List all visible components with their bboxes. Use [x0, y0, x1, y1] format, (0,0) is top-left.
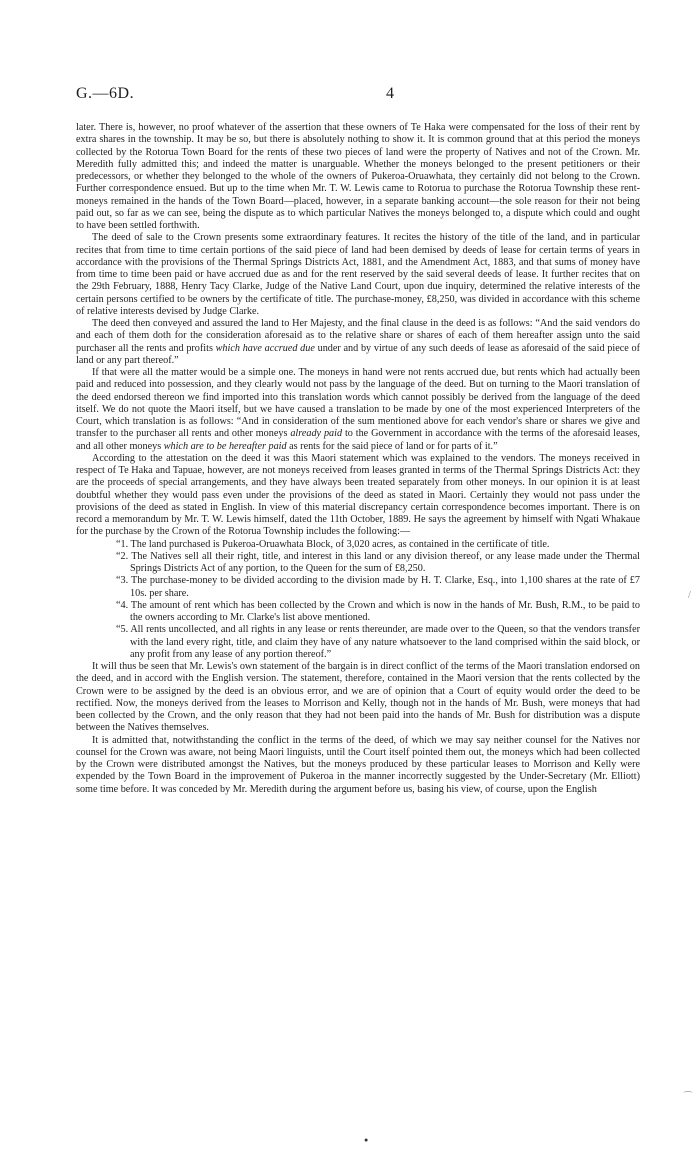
page-number: 4 — [386, 85, 394, 102]
margin-mark-bottom: ⌒ — [683, 1092, 693, 1103]
clause-5: “5. All rents uncollected, and all rights in any lease or rents thereunder, are made over to the Queen, so that the vendors transfer with the land every right, title, and claim they have of any nature whatsoever to the land comprised within the said block, or any profit from any lease of any portion thereof.” — [116, 624, 640, 660]
paragraph-3-text-end: under and by virtue of any such deeds of lease as aforesaid of the said piece of land or any part thereof.” — [76, 342, 640, 366]
document-reference: G.—6D. — [76, 85, 135, 102]
margin-mark: / — [688, 590, 691, 601]
clause-3: “3. The purchase-money to be divided according to the division made by H. T. Clarke, Esq., into 1,100 shares at the rate of £7 10s. per share. — [116, 575, 640, 599]
paragraph-4-emphasis-1: already paid — [290, 428, 343, 440]
clause-1: “1. The land purchased is Pukeroa-Oruawhata Block, of 3,020 acres, as contained in the certificate of title. — [116, 538, 550, 550]
paragraph-4-text: If that were all the matter would be a simple one. The moneys in hand were not rents accrued due, but rents which had actually been paid and reduced into possession, and they clearly would not pass by the language of the deed. But on turning to the Maori translation of the deed endorsed thereon we find imported into this translation words which cannot possibly be derived from the language of the deed itself. We do not quote the Maori itself, but we have caused a translation to be made by one of the most experienced Interpreters of the Court, which translation is as follows: “And in consideration of the sum mentioned above for each vendor's share or shares we give and transfer to the purchaser all rents and other moneys — [76, 367, 640, 440]
paragraph-1: later. There is, however, no proof whatever of the assertion that these owners of Te Haka were compensated for the loss of their rent by extra shares in the township. It may be so, but there is absolutely nothing to show it. It is common ground that at this period the moneys collected by the Rotorua Town Board for the rents of these two pieces of land were the property of Natives and not of the Crown. Mr. Meredith fully admitted this; and indeed the matter is unarguable. Whether the moneys belonged to the present petitioners or their predecessors, or whether they belonged to the whole of the owners of Pukeroa-Oruawhata, they certainly did not belong to the Crown. Further correspondence ensued. But up to the time when Mr. T. W. Lewis came to Rotorua to purchase the Rotorua Township these rent-moneys remained in the hands of the Town Board—placed, however, in a separate banking account—the sole reason for their not being paid out, so far as we can see, being the dispute as to which particular Natives the moneys belonged to, a dispute which could and ought to have been settled forthwith. — [76, 122, 640, 231]
paragraph-4 — [76, 367, 640, 453]
paragraph-4-emphasis-2: which are to be hereafter paid — [163, 440, 287, 452]
document-body — [76, 122, 640, 796]
page-dot: ● — [364, 1136, 369, 1144]
paragraph-6: It will thus be seen that Mr. Lewis's own statement of the bargain is in direct conflict of the terms of the Maori translation endorsed on the deed, and in accord with the English version. The statement, therefore, contained in the Maori version that the rents collected by the Crown were to be assigned by the deed is an obvious error, and we are of opinion that a Court of equity would order the deed to be rectified. Now, the moneys derived from the leases to Morrison and Kelly, though not in the hands of Mr. Bush, were moneys that had been collected by the Crown, and the only reason that they had not been paid into the hands of Mr. Bush for distribution was a dispute between the Natives themselves. — [76, 661, 640, 734]
paragraph-4-text-end: as rents for the said piece of land or for parts of it.” — [286, 440, 498, 452]
paragraph-5: According to the attestation on the deed it was this Maori statement which was explained to the vendors. The moneys received in respect of Te Haka and Tapuae, however, are not moneys received from leases granted in terms of the Thermal Springs Districts Act: they are the proceeds of special arrangements, and they have always been treated separately from other moneys. In our opinion it is at least doubtful whether they would pass even under the provisions of the deed as stated in Maori. Certainly they would not pass under the provisions of the deed as stated in English. In view of this material discrepancy certain correspondence becomes important. There is on record a memorandum by Mr. T. W. Lewis himself, dated the 11th October, 1889. He says the agreement by himself with Ngati Whakaue for the purchase by the Crown of the Rotorua Township includes the following:— — [76, 452, 640, 538]
paragraph-4-text-mid: to the Government in accordance with the terms of the aforesaid leases, and all other moneys — [76, 428, 640, 452]
paragraph-7: It is admitted that, notwithstanding the conflict in the terms of the deed, of which we may say neither counsel for the Natives nor counsel for the Crown was aware, not being Maori linguists, until the Court itself pointed them out, the moneys which had been collected by the Crown were distributed amongst the Natives, but the moneys produced by these particular leases to Morrison and Kelly were expended by the Town Board in the improvement of Pukeroa in the manner incorrectly suggested by the Under-Secretary (Mr. Elliott) some time before. It was conceded by Mr. Meredith during the argument before us, basing his view, of course, upon the English — [76, 734, 640, 795]
paragraph-2: The deed of sale to the Crown presents some extraordinary features. It recites the history of the title of the land, and in particular recites that from time to time certain portions of the said piece of land had been demised by deeds of lease for certain terms of years in accordance with the provisions of the Thermal Springs Districts Act, 1881, and the Amendment Act, 1883, and that sums of money have from time to time been paid or have accrued due as and for the rent reserved by the said several deeds of lease. It further recites that on the 29th February, 1888, Henry Tacy Clarke, Judge of the Native Land Court, upon due inquiry, determined the relative interests of the certain persons certified to be owners by the certificate of title. The purchase-money, £8,250, was divided in accordance with this scheme of relative interests devised by Judge Clarke. — [76, 232, 640, 317]
paragraph-3-text: The deed then conveyed and assured the land to Her Majesty, and the final clause in the deed is as follows: “And the said vendors do and each of them doth for the consideration aforesaid as to the relative share or shares of each of them hereafter assign unto the said purchaser all the rents and profits — [76, 318, 640, 354]
clause-2: “2. The Natives sell all their right, title, and interest in this land or any division thereof, or any lease made under the Thermal Springs Districts Act of any portion, to the Queen for the sum of £8,250. — [116, 550, 640, 574]
paragraph-3 — [76, 318, 640, 367]
clause-4: “4. The amount of rent which has been collected by the Crown and which is now in the hands of Mr. Bush, R.M., to be paid to the owners according to Mr. Clarke's list above mentioned. — [116, 599, 640, 623]
page-header — [76, 85, 640, 105]
paragraph-3-emphasis: which have accrued due — [215, 342, 315, 354]
